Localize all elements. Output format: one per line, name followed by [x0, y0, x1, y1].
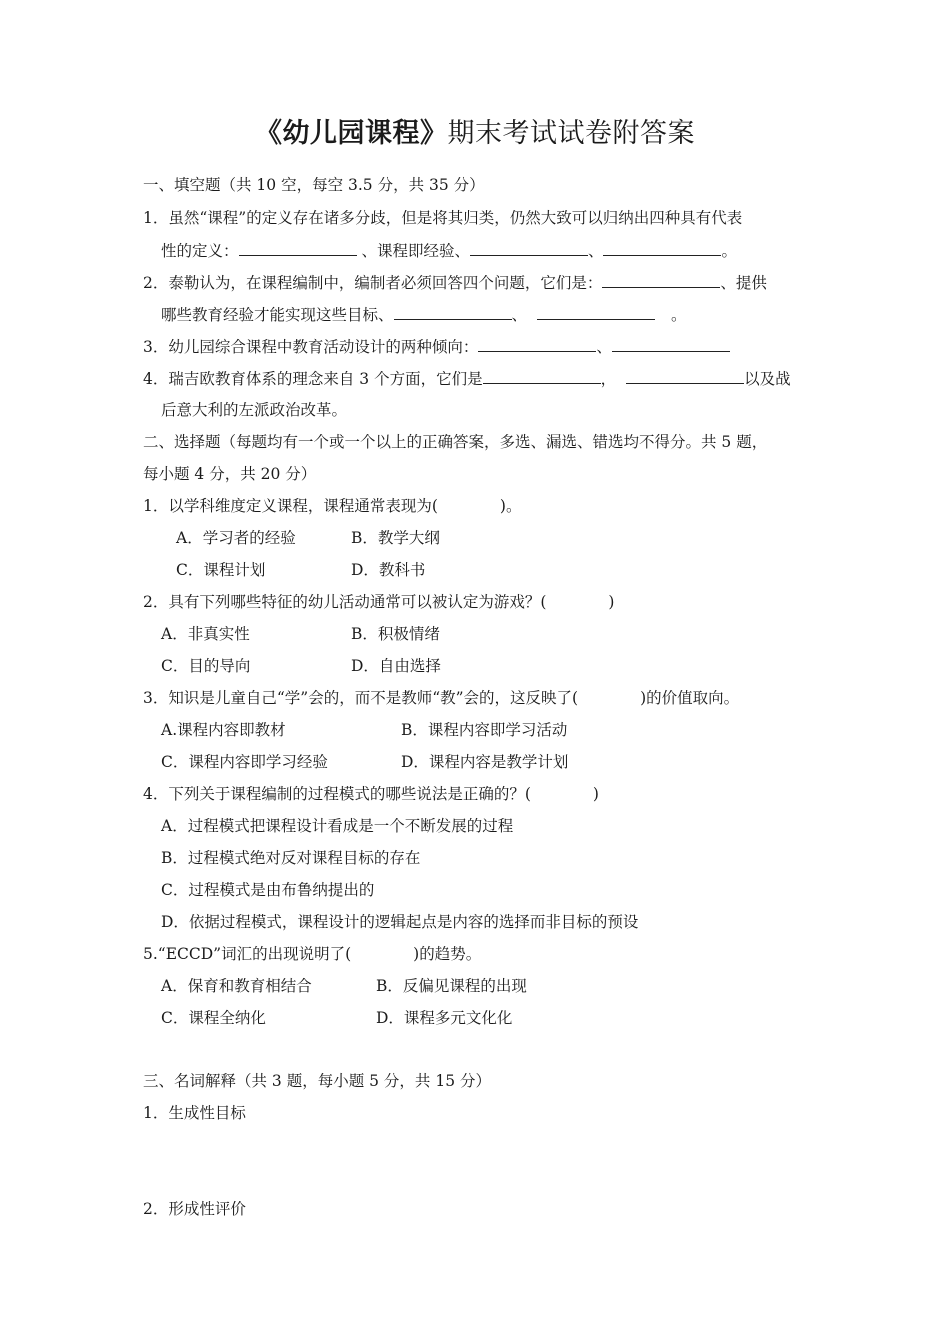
s1-q1-line2 — [161, 240, 737, 261]
s2-q3-stem: 3．知识是儿童自己“学”会的，而不是教师“教”会的，这反映了( )的价值取向。 — [143, 689, 740, 707]
s2-q4-option-c[interactable]: C．过程模式是由布鲁纳提出的 — [161, 881, 375, 899]
s2-q3-option-d[interactable]: D．课程内容是教学计划 — [401, 753, 569, 771]
s1-q4-line1 — [143, 368, 791, 389]
s1-q4-text-b: ， — [600, 370, 617, 388]
answer-blank[interactable] — [483, 368, 601, 384]
s2-q2-option-c[interactable]: C．目的导向 — [161, 657, 251, 675]
s1-q4-text-c: 以及战 — [744, 370, 791, 388]
s1-q3-line1 — [143, 336, 730, 357]
s2-q2-option-b[interactable]: B．积极情绪 — [351, 625, 440, 643]
s2-q5-option-a[interactable]: A．保育和教育相结合 — [161, 977, 312, 995]
s1-q2-text-a: 2．泰勒认为，在课程编制中，编制者必须回答四个问题，它们是： — [143, 274, 603, 292]
s1-q2-line2 — [161, 304, 687, 325]
s1-q2-text-e: 。 — [671, 306, 687, 324]
s2-q1-stem: 1．以学科维度定义课程，课程通常表现为( )。 — [143, 497, 522, 515]
answer-blank[interactable] — [470, 240, 588, 256]
s2-q5-option-b[interactable]: B．反偏见课程的出现 — [376, 977, 527, 995]
answer-blank[interactable] — [602, 272, 720, 288]
s1-q2-text-d: 、 — [511, 306, 528, 324]
section1-heading: 一、填空题（共 10 空，每空 3.5 分，共 35 分） — [143, 176, 485, 194]
s2-q2-option-d[interactable]: D．自由选择 — [351, 657, 441, 675]
s3-q2: 2．形成性评价 — [143, 1200, 246, 1218]
answer-blank[interactable] — [239, 240, 357, 256]
answer-blank[interactable] — [612, 336, 730, 352]
s1-q2-text-b: 、提供 — [720, 274, 767, 292]
s2-q5-stem: 5.“ECCD”词汇的出现说明了( )的趋势。 — [143, 945, 482, 963]
s2-q3-option-b[interactable]: B．课程内容即学习活动 — [401, 721, 568, 739]
title-rest: 期末考试试卷附答案 — [447, 118, 695, 149]
s1-q3-text-b: 、 — [596, 338, 612, 356]
answer-blank[interactable] — [537, 304, 655, 320]
s2-q1-option-c[interactable]: C．课程计划 — [176, 561, 266, 579]
section2-heading-line1: 二、选择题（每题均有一个或一个以上的正确答案，多选、漏选、错选均不得分。共 5 题， — [143, 433, 768, 451]
s2-q4-option-d[interactable]: D．依据过程模式，课程设计的逻辑起点是内容的选择而非目标的预设 — [161, 913, 639, 931]
s1-q1-text-a: 性的定义： — [161, 242, 239, 260]
s2-q5-option-c[interactable]: C．课程全纳化 — [161, 1009, 266, 1027]
s1-q3-text-a: 3．幼儿园综合课程中教育活动设计的两种倾向： — [143, 338, 479, 356]
section2-heading-line2: 每小题 4 分，共 20 分） — [143, 465, 317, 483]
s3-q1: 1．生成性目标 — [143, 1104, 246, 1122]
s1-q4-line2: 后意大利的左派政治改革。 — [161, 401, 348, 419]
s2-q1-option-b[interactable]: B．教学大纲 — [351, 529, 440, 547]
s2-q1-option-a[interactable]: A．学习者的经验 — [176, 529, 296, 547]
s2-q3-option-a[interactable]: A.课程内容即教材 — [161, 721, 286, 739]
s1-q1-text-d: 。 — [721, 242, 737, 260]
s2-q3-option-c[interactable]: C．课程内容即学习经验 — [161, 753, 328, 771]
answer-blank[interactable] — [394, 304, 512, 320]
s1-q1-line1: 1．虽然“课程”的定义存在诸多分歧，但是将其归类，仍然大致可以归纳出四种具有代表 — [143, 209, 743, 227]
answer-blank[interactable] — [478, 336, 596, 352]
page-title — [0, 111, 950, 150]
s2-q5-option-d[interactable]: D．课程多元文化化 — [376, 1009, 513, 1027]
s1-q2-line1 — [143, 272, 767, 293]
section3-heading: 三、名词解释（共 3 题，每小题 5 分，共 15 分） — [143, 1072, 492, 1090]
s2-q4-option-a[interactable]: A．过程模式把课程设计看成是一个不断发展的过程 — [161, 817, 514, 835]
s1-q2-text-c: 哪些教育经验才能实现这些目标、 — [161, 306, 394, 324]
s2-q2-stem: 2．具有下列哪些特征的幼儿活动通常可以被认定为游戏？( ) — [143, 593, 615, 611]
s2-q4-option-b[interactable]: B．过程模式绝对反对课程目标的存在 — [161, 849, 421, 867]
s2-q1-option-d[interactable]: D．教科书 — [351, 561, 426, 579]
answer-blank[interactable] — [603, 240, 721, 256]
s2-q4-stem: 4．下列关于课程编制的过程模式的哪些说法是正确的？( ) — [143, 785, 599, 803]
answer-blank[interactable] — [626, 368, 744, 384]
s1-q1-text-c: 、 — [587, 242, 604, 260]
title-bold-part: 《幼儿园课程》 — [255, 118, 448, 149]
s1-q1-text-b: 、课程即经验、 — [361, 242, 470, 260]
s2-q2-option-a[interactable]: A．非真实性 — [161, 625, 250, 643]
s1-q4-text-a: 4．瑞吉欧教育体系的理念来自 3 个方面，它们是 — [143, 370, 483, 388]
